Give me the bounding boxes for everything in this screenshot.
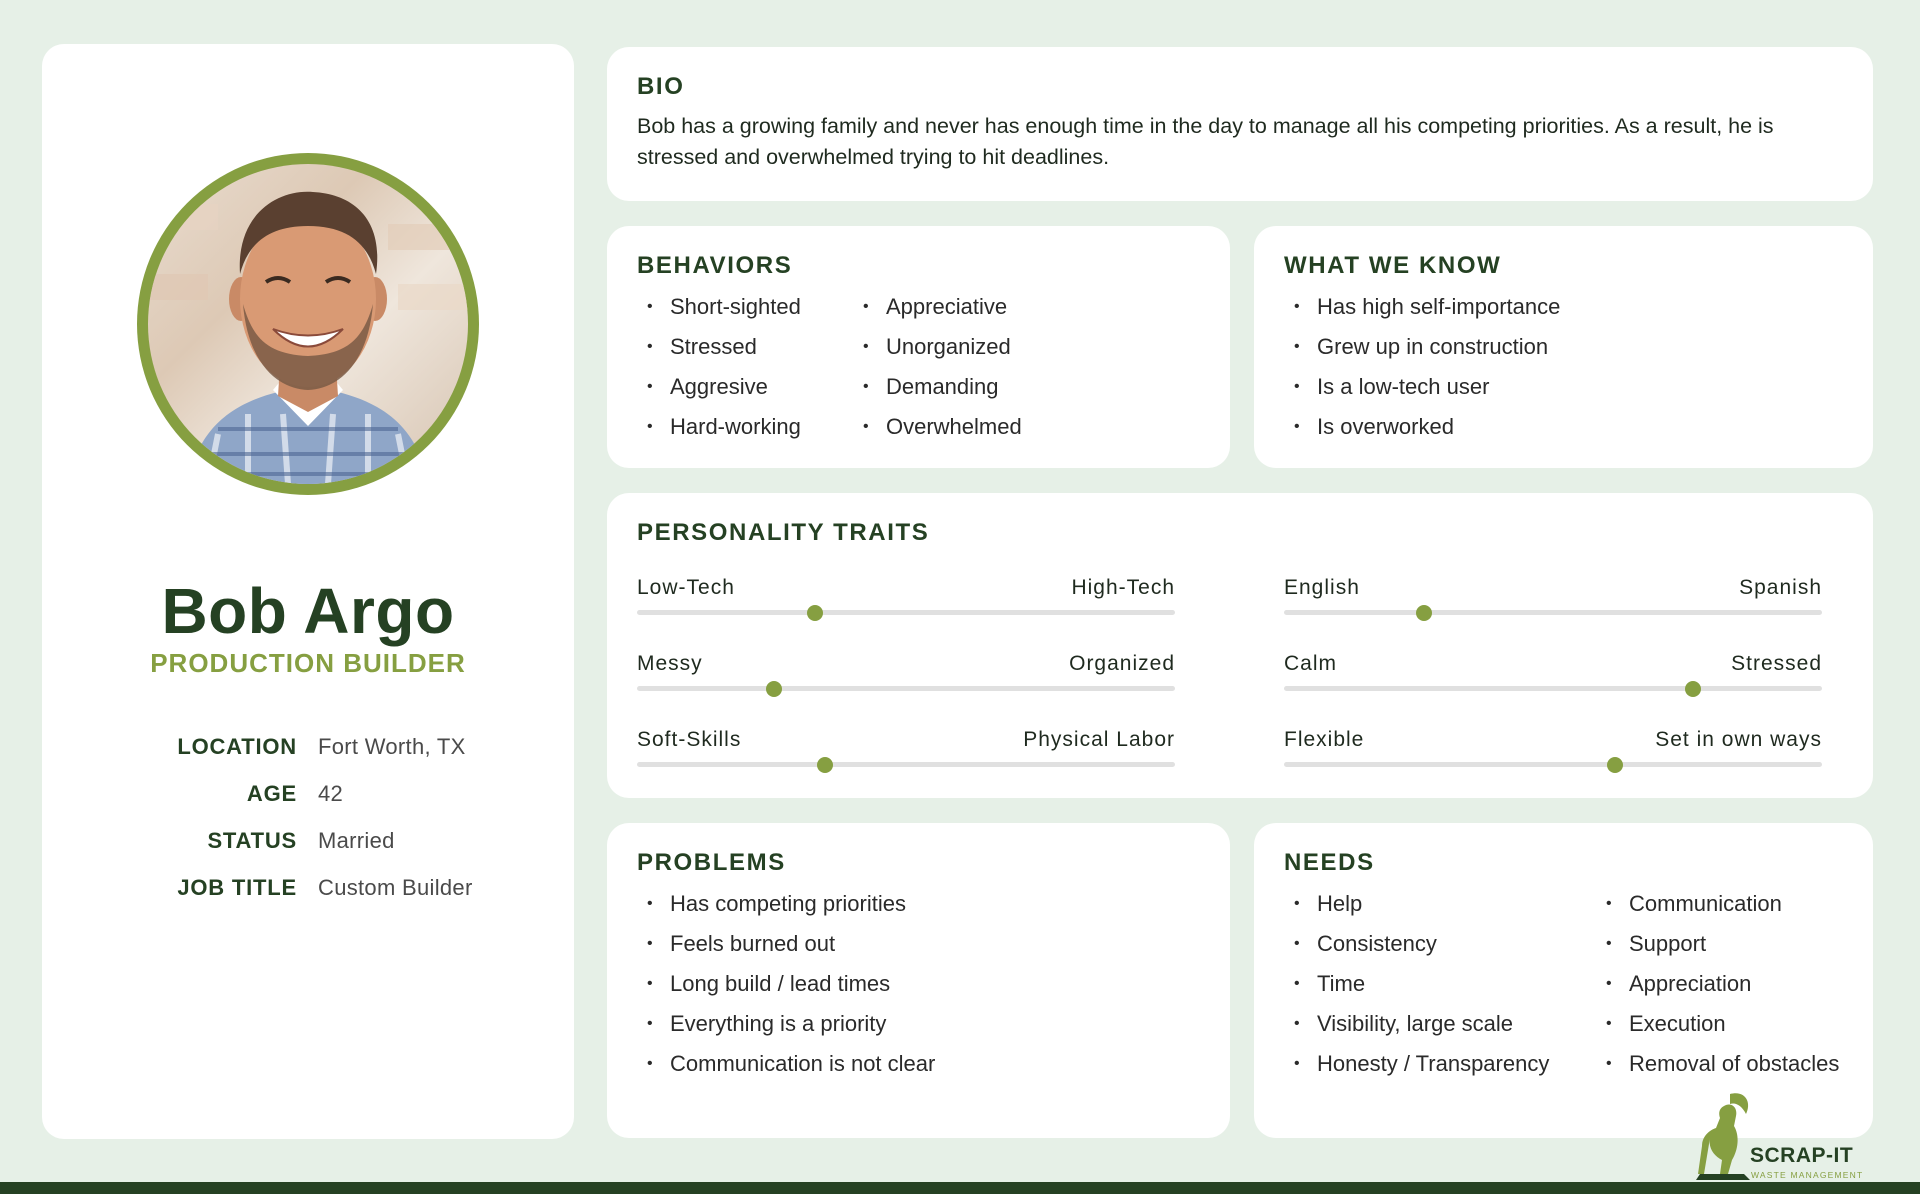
avatar-photo-icon — [148, 164, 468, 484]
problems-list — [637, 884, 935, 1084]
scrap-it-logo — [1690, 1088, 1875, 1184]
trait-left-label: Calm — [1284, 652, 1338, 675]
trait-track — [637, 686, 1175, 691]
profile-info — [42, 734, 574, 922]
trait-slider — [1284, 652, 1822, 712]
trait-knob — [807, 605, 823, 621]
info-label: JOB TITLE — [177, 875, 297, 900]
what-we-know-card — [1254, 226, 1873, 468]
trait-knob — [817, 757, 833, 773]
needs-list-2 — [1596, 884, 1839, 1084]
avatar-ring — [137, 153, 479, 495]
trait-track — [637, 762, 1175, 767]
info-value: Married — [318, 828, 395, 853]
behaviors-list-1 — [637, 287, 801, 447]
list-item: • Stressed — [637, 327, 801, 367]
trait-right-label: Organized — [1069, 652, 1175, 675]
list-item: • Short-sighted — [637, 287, 801, 327]
info-row-job-title — [42, 875, 574, 922]
list-item: • Has high self-importance — [1284, 287, 1560, 327]
info-label: LOCATION — [177, 734, 297, 759]
list-item: • Removal of obstacles — [1596, 1044, 1839, 1084]
trait-left-label: Flexible — [1284, 728, 1365, 751]
list-item: • Consistency — [1284, 924, 1549, 964]
trait-track — [1284, 686, 1822, 691]
bottom-bar — [0, 1182, 1920, 1194]
list-item: • Has competing priorities — [637, 884, 935, 924]
list-item: • Communication — [1596, 884, 1839, 924]
trait-left-label: Soft-Skills — [637, 728, 742, 751]
list-item: • Feels burned out — [637, 924, 935, 964]
list-item: • Unorganized — [853, 327, 1022, 367]
info-row-age — [42, 781, 574, 828]
trait-right-label: Spanish — [1739, 576, 1822, 599]
trait-left-label: English — [1284, 576, 1360, 599]
trait-slider — [637, 652, 1175, 712]
personality-traits-title: PERSONALITY TRAITS — [637, 519, 930, 546]
bio-card — [607, 47, 1873, 201]
avatar — [148, 164, 468, 484]
trait-left-label: Messy — [637, 652, 703, 675]
bio-text: Bob has a growing family and never has enough time in the day to manage all his competing priorities. As a result, he is stressed and overwhelmed trying to hit deadlines. — [637, 114, 1774, 169]
goat-icon — [1690, 1088, 1760, 1184]
trait-knob — [1685, 681, 1701, 697]
trait-right-label: High-Tech — [1071, 576, 1175, 599]
profile-name: Bob Argo — [161, 575, 455, 647]
info-label: AGE — [246, 781, 297, 806]
list-item: • Hard-working — [637, 407, 801, 447]
list-item: • Appreciation — [1596, 964, 1839, 1004]
list-item: • Honesty / Transparency — [1284, 1044, 1549, 1084]
trait-slider — [637, 728, 1175, 788]
list-item: • Long build / lead times — [637, 964, 935, 1004]
logo-tagline: WASTE MANAGEMENT — [1751, 1170, 1864, 1180]
list-item: • Help — [1284, 884, 1549, 924]
behaviors-list-2 — [853, 287, 1022, 447]
logo-name: SCRAP-IT — [1750, 1144, 1854, 1167]
list-item: • Visibility, large scale — [1284, 1004, 1549, 1044]
personality-traits-card — [607, 493, 1873, 798]
info-value: 42 — [318, 781, 344, 806]
problems-title: PROBLEMS — [637, 849, 786, 876]
trait-right-label: Stressed — [1731, 652, 1822, 675]
info-value: Fort Worth, TX — [318, 734, 466, 759]
list-item: • Is a low-tech user — [1284, 367, 1560, 407]
list-item: • Communication is not clear — [637, 1044, 935, 1084]
trait-right-label: Set in own ways — [1655, 728, 1822, 751]
trait-knob — [766, 681, 782, 697]
profile-card — [42, 44, 574, 1139]
info-row-status — [42, 828, 574, 875]
problems-card — [607, 823, 1230, 1138]
trait-slider — [637, 576, 1175, 636]
list-item: • Time — [1284, 964, 1549, 1004]
trait-knob — [1607, 757, 1623, 773]
list-item: • Demanding — [853, 367, 1022, 407]
trait-knob — [1416, 605, 1432, 621]
behaviors-title: BEHAVIORS — [637, 252, 793, 279]
list-item: • Grew up in construction — [1284, 327, 1560, 367]
needs-list-1 — [1284, 884, 1549, 1084]
info-row-location — [42, 734, 574, 781]
list-item: • Appreciative — [853, 287, 1022, 327]
list-item: • Support — [1596, 924, 1839, 964]
trait-slider — [1284, 576, 1822, 636]
list-item: • Everything is a priority — [637, 1004, 935, 1044]
needs-title: NEEDS — [1284, 849, 1375, 876]
trait-track — [637, 610, 1175, 615]
profile-role: PRODUCTION BUILDER — [150, 648, 466, 678]
list-item: • Aggresive — [637, 367, 801, 407]
trait-left-label: Low-Tech — [637, 576, 735, 599]
trait-right-label: Physical Labor — [1023, 728, 1175, 751]
what-we-know-list — [1284, 287, 1560, 447]
trait-track — [1284, 610, 1822, 615]
bio-title: BIO — [637, 73, 685, 100]
trait-track — [1284, 762, 1822, 767]
info-value: Custom Builder — [318, 875, 473, 900]
list-item: • Overwhelmed — [853, 407, 1022, 447]
info-label: STATUS — [207, 828, 297, 853]
what-we-know-title: WHAT WE KNOW — [1284, 252, 1502, 279]
list-item: • Execution — [1596, 1004, 1839, 1044]
trait-slider — [1284, 728, 1822, 788]
list-item: • Is overworked — [1284, 407, 1560, 447]
behaviors-card — [607, 226, 1230, 468]
